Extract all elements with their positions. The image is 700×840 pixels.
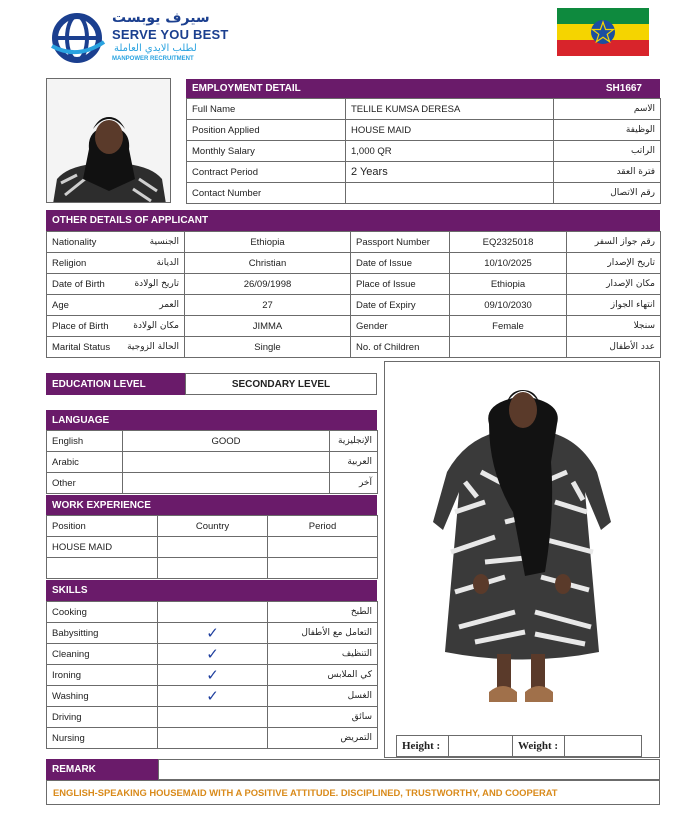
employment-value: 2 Years xyxy=(346,162,554,183)
detail-value-right: EQ2325018 xyxy=(450,232,567,253)
education-header xyxy=(46,373,185,395)
employment-label-arabic: الوظيفة xyxy=(554,120,661,141)
language-name: Arabic xyxy=(47,452,123,473)
other-details-row xyxy=(47,253,661,274)
other-details-title: OTHER DETAILS OF APPLICANT xyxy=(52,215,209,226)
skill-name-arabic: سائق xyxy=(268,707,378,728)
height-weight-table xyxy=(396,735,642,757)
detail-label: Nationality xyxy=(47,232,112,253)
employment-value: HOUSE MAID xyxy=(346,120,554,141)
skill-row xyxy=(47,728,378,749)
detail-value: 26/09/1998 xyxy=(185,274,351,295)
work-row xyxy=(47,558,378,579)
work-cell xyxy=(47,558,158,579)
skill-row xyxy=(47,665,378,686)
skill-checkmark-icon: ✓ xyxy=(158,665,268,686)
detail-label-right-arabic: مكان الإصدار xyxy=(567,274,661,295)
logo-name: SERVE YOU BEST xyxy=(112,27,229,42)
skills-header xyxy=(46,580,377,601)
skill-name: Nursing xyxy=(47,728,158,749)
other-details-row xyxy=(47,232,661,253)
work-header-row xyxy=(47,516,378,537)
logo-arabic-sub: لطلب الايدي العاملة xyxy=(114,43,197,54)
detail-label-right-arabic: سنجلا xyxy=(567,316,661,337)
employment-value xyxy=(346,183,554,204)
detail-label-right: Gender xyxy=(351,316,450,337)
applicant-photo-portrait xyxy=(46,78,171,203)
language-name: English xyxy=(47,431,123,452)
work-column-header: Position xyxy=(47,516,158,537)
language-name-arabic: الإنجليزية xyxy=(330,431,378,452)
detail-label: Age xyxy=(47,295,112,316)
skill-checkmark-icon xyxy=(158,602,268,623)
education-level-value: SECONDARY LEVEL xyxy=(185,373,377,395)
employment-value: 1,000 QR xyxy=(346,141,554,162)
remark-title: REMARK xyxy=(52,764,96,775)
skill-name: Babysitting xyxy=(47,623,158,644)
detail-value: JIMMA xyxy=(185,316,351,337)
detail-label-arabic: مكان الولادة xyxy=(112,316,185,337)
height-value xyxy=(449,736,513,757)
skills-table xyxy=(46,601,378,749)
logo-arabic: سيرف يوبست xyxy=(112,10,210,26)
skill-checkmark-icon xyxy=(158,707,268,728)
skill-checkmark-icon: ✓ xyxy=(158,623,268,644)
detail-label-right: Passport Number xyxy=(351,232,450,253)
detail-label-arabic: العمر xyxy=(112,295,185,316)
work-row xyxy=(47,537,378,558)
detail-label-right-arabic: عدد الأطفال xyxy=(567,337,661,358)
language-level: GOOD xyxy=(123,431,330,452)
skill-name: Driving xyxy=(47,707,158,728)
employment-title: EMPLOYMENT DETAIL xyxy=(192,83,301,94)
reference-number: SH1667 xyxy=(605,83,642,94)
skill-row xyxy=(47,707,378,728)
skill-row xyxy=(47,602,378,623)
other-details-header xyxy=(46,210,660,231)
work-cell xyxy=(158,558,268,579)
detail-value-right: Female xyxy=(450,316,567,337)
language-row xyxy=(47,431,378,452)
agency-logo xyxy=(50,10,230,66)
detail-label-right: Place of Issue xyxy=(351,274,450,295)
education-title: EDUCATION LEVEL xyxy=(52,378,146,390)
other-details-row xyxy=(47,274,661,295)
detail-label: Place of Birth xyxy=(47,316,112,337)
detail-label-arabic: الجنسية xyxy=(112,232,185,253)
language-header xyxy=(46,410,377,430)
detail-label-arabic: الحالة الزوجية xyxy=(112,337,185,358)
employment-label: Contract Period xyxy=(187,162,346,183)
detail-label-arabic: الديانة xyxy=(112,253,185,274)
logo-tagline: MANPOWER RECRUITMENT xyxy=(112,56,194,62)
skill-name-arabic: الغسل xyxy=(268,686,378,707)
remark-header xyxy=(46,759,158,780)
detail-label: Marital Status xyxy=(47,337,112,358)
employment-label: Monthly Salary xyxy=(187,141,346,162)
work-cell xyxy=(268,558,378,579)
language-row xyxy=(47,452,378,473)
work-column-header: Country xyxy=(158,516,268,537)
skill-row xyxy=(47,644,378,665)
skill-checkmark-icon: ✓ xyxy=(158,686,268,707)
remark-title-spacer xyxy=(158,759,660,780)
skill-name: Cooking xyxy=(47,602,158,623)
detail-label-right: No. of Children xyxy=(351,337,450,358)
detail-label: Religion xyxy=(47,253,112,274)
language-table xyxy=(46,430,378,494)
language-level xyxy=(123,452,330,473)
detail-value: Single xyxy=(185,337,351,358)
language-row xyxy=(47,473,378,494)
detail-value-right xyxy=(450,337,567,358)
language-name-arabic: آخر xyxy=(330,473,378,494)
portrait-photo-icon xyxy=(47,79,171,203)
detail-value: 27 xyxy=(185,295,351,316)
employment-label-arabic: فترة العقد xyxy=(554,162,661,183)
other-details-row xyxy=(47,316,661,337)
weight-value xyxy=(565,736,642,757)
applicant-photo-full xyxy=(384,361,660,758)
detail-value: Ethiopia xyxy=(185,232,351,253)
work-cell xyxy=(268,537,378,558)
skill-row xyxy=(47,686,378,707)
work-cell xyxy=(158,537,268,558)
height-label: Height : xyxy=(397,736,449,757)
full-body-photo-icon xyxy=(385,362,660,732)
employment-header xyxy=(186,79,660,98)
skill-name: Ironing xyxy=(47,665,158,686)
detail-value-right: 10/10/2025 xyxy=(450,253,567,274)
employment-row xyxy=(187,183,661,204)
skill-row xyxy=(47,623,378,644)
remark-text: ENGLISH-SPEAKING HOUSEMAID WITH A POSITIVE ATTITUDE. DISCIPLINED, TRUSTWORTHY, AND COOPERAT xyxy=(46,780,660,805)
employment-label: Contact Number xyxy=(187,183,346,204)
language-name-arabic: العربية xyxy=(330,452,378,473)
detail-value-right: Ethiopia xyxy=(450,274,567,295)
employment-label: Position Applied xyxy=(187,120,346,141)
detail-label-right: Date of Issue xyxy=(351,253,450,274)
work-experience-header xyxy=(46,495,377,515)
detail-label-right-arabic: انتهاء الجواز xyxy=(567,295,661,316)
skill-checkmark-icon xyxy=(158,728,268,749)
detail-label: Date of Birth xyxy=(47,274,112,295)
other-details-row xyxy=(47,337,661,358)
detail-value: Christian xyxy=(185,253,351,274)
employment-label-arabic: الاسم xyxy=(554,99,661,120)
work-experience-title: WORK EXPERIENCE xyxy=(52,499,151,511)
detail-label-arabic: تاريخ الولادة xyxy=(112,274,185,295)
globe-logo-icon xyxy=(50,12,108,64)
skill-name-arabic: التمريض xyxy=(268,728,378,749)
employment-row xyxy=(187,120,661,141)
employment-label-arabic: رقم الاتصال xyxy=(554,183,661,204)
employment-label: Full Name xyxy=(187,99,346,120)
work-experience-table xyxy=(46,515,378,579)
skill-checkmark-icon: ✓ xyxy=(158,644,268,665)
weight-label: Weight : xyxy=(513,736,565,757)
other-details-table xyxy=(46,231,661,358)
detail-label-right: Date of Expiry xyxy=(351,295,450,316)
employment-row xyxy=(187,99,661,120)
employment-row xyxy=(187,162,661,183)
detail-label-right-arabic: تاريخ الإصدار xyxy=(567,253,661,274)
employment-row xyxy=(187,141,661,162)
skill-name: Washing xyxy=(47,686,158,707)
employment-label-arabic: الراتب xyxy=(554,141,661,162)
employment-table xyxy=(186,98,661,204)
employment-value: TELILE KUMSA DERESA xyxy=(346,99,554,120)
ethiopia-flag xyxy=(557,8,649,56)
work-cell: HOUSE MAID xyxy=(47,537,158,558)
detail-label-right-arabic: رقم جواز السفر xyxy=(567,232,661,253)
work-column-header: Period xyxy=(268,516,378,537)
skill-name-arabic: التنظيف xyxy=(268,644,378,665)
detail-value-right: 09/10/2030 xyxy=(450,295,567,316)
language-level xyxy=(123,473,330,494)
language-name: Other xyxy=(47,473,123,494)
skills-title: SKILLS xyxy=(52,585,88,596)
skill-name-arabic: كي الملابس xyxy=(268,665,378,686)
star-emblem-icon xyxy=(590,19,616,45)
skill-name: Cleaning xyxy=(47,644,158,665)
other-details-row xyxy=(47,295,661,316)
language-title: LANGUAGE xyxy=(52,414,110,426)
skill-name-arabic: الطبخ xyxy=(268,602,378,623)
skill-name-arabic: التعامل مع الأطفال xyxy=(268,623,378,644)
